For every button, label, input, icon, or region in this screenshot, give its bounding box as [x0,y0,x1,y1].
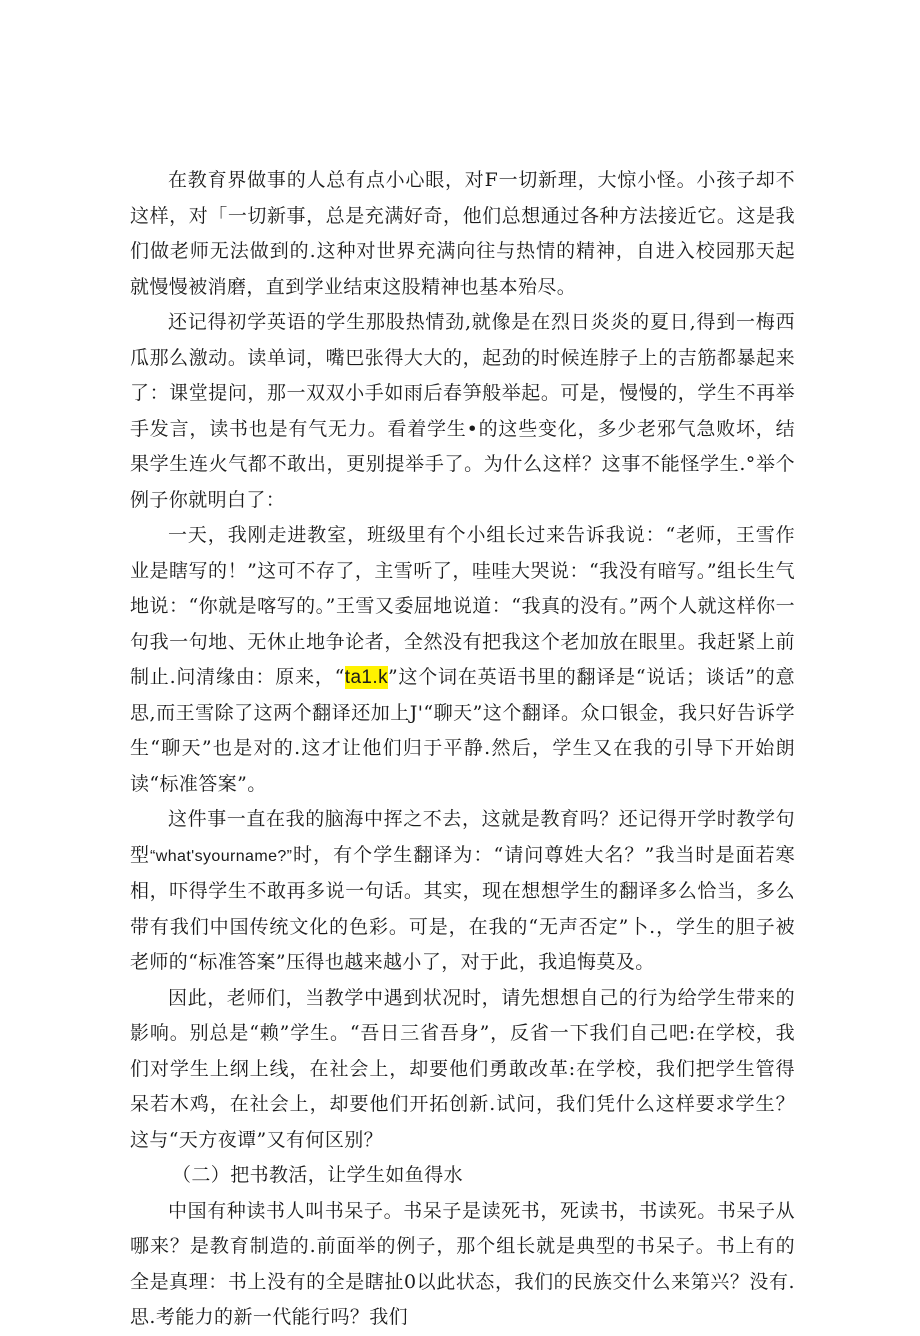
paragraph-4 [130,802,795,981]
highlighted-word: ta1.k [344,667,388,688]
paragraph-2: 还记得初学英语的学生那股热情劲,就像是在烈日炎炎的夏日,得到一梅西瓜那么激动。读单词，嘴巴张得大大的，起劲的时候连脖子上的吉筋都暴起来了：课堂提问，那一双双小手如雨后春笋般举起。可是，慢慢的，学生不再举手发言，读书也是有气无力。看着学生•的这些变化，多少老邪气急败坏，结果学生连火气都不敢出，更别提举手了。为什么这样？这事不能怪学生.°举个例子你就明白了： [130,311,795,511]
paragraph-5: 因此，老师们，当教学中遇到状况时，请先想想自己的行为给学生带来的影响。别总是“赖”学生。“吾日三省吾身”，反省一下我们自己吧:在学校，我们对学生上纲上线，在社会上，却要他们勇敢改革:在学校，我们把学生管得呆若木鸡，在社会上，却要他们开拓创新.试问，我们凭什么这样要求学生？这与“天方夜谭”又有何区别？ [130,986,795,1151]
paragraph-4-part-1: 这件事一直在我的脑海中挥之不去，这就是教育吗？还记得开学时教学句型 [130,808,795,866]
paragraph-3-part-2: ”这个词在英语书里的翻译是“说话；谈话”的意思,而王雪除了这两个翻译还加上J'“聊天”这个翻译。众口银金，我只好告诉学生“聊天”也是对的.这才让他们归于平静.然后，学生又在我的引导下开始朗读“标准答案”。 [130,666,795,795]
english-sentence: “what'syourname?” [150,847,293,865]
paragraph-3-part-1: 一天，我刚走进教室，班级里有个小组长过来告诉我说：“老师，王雪作业是瞎写的！”这可不存了，主雪听了，哇哇大哭说：“我没有暗写。”组长生气地说：“你就是喀写的。”王雪又委屈地说道：“我真的没有。”两个人就这样你一句我一句地、无休止地争论者，全然没有把我这个老加放在眼里。我赶紧上前制止.问清缘由：原来，“ [130,524,795,688]
paragraph-1: 在教育界做事的人总有点小心眼，对F一切新理，大惊小怪。小孩子却不这样，对「一切新事，总是充满好奇，他们总想通过各种方法接近它。这是我们做老师无法做到的.这种对世界充满向往与热情的精神，自进入校园那天起就慢慢被消磨，直到学业结束这股精神也基本殆尽。 [130,169,795,298]
paragraph-3 [130,518,795,802]
paragraph-4-part-2: 时，有个学生翻译为：“请问尊姓大名？”我当时是面若寒相，吓得学生不敢再多说一句话。其实，现在想想学生的翻译多么恰当，多么带有我们中国传统文化的色彩。可是，在我的“无声否定”卜.，学生的胆子被老师的“标准答案”压得也越来越小了，对于此，我追悔莫及。 [130,843,795,973]
section-heading: （二）把书教活，让学生如鱼得水 [172,1164,464,1186]
document-body [130,163,795,1336]
paragraph-6: 中国有种读书人叫书呆子。书呆子是读死书，死读书，书读死。书呆子从哪来？是教育制造的.前面举的例子，那个组长就是典型的书呆子。书上有的全是真理：书上没有的全是瞎扯0以此状态，我们的民族交什么来第兴？没有.思.考能力的新一代能行吗？我们 [130,1199,795,1328]
